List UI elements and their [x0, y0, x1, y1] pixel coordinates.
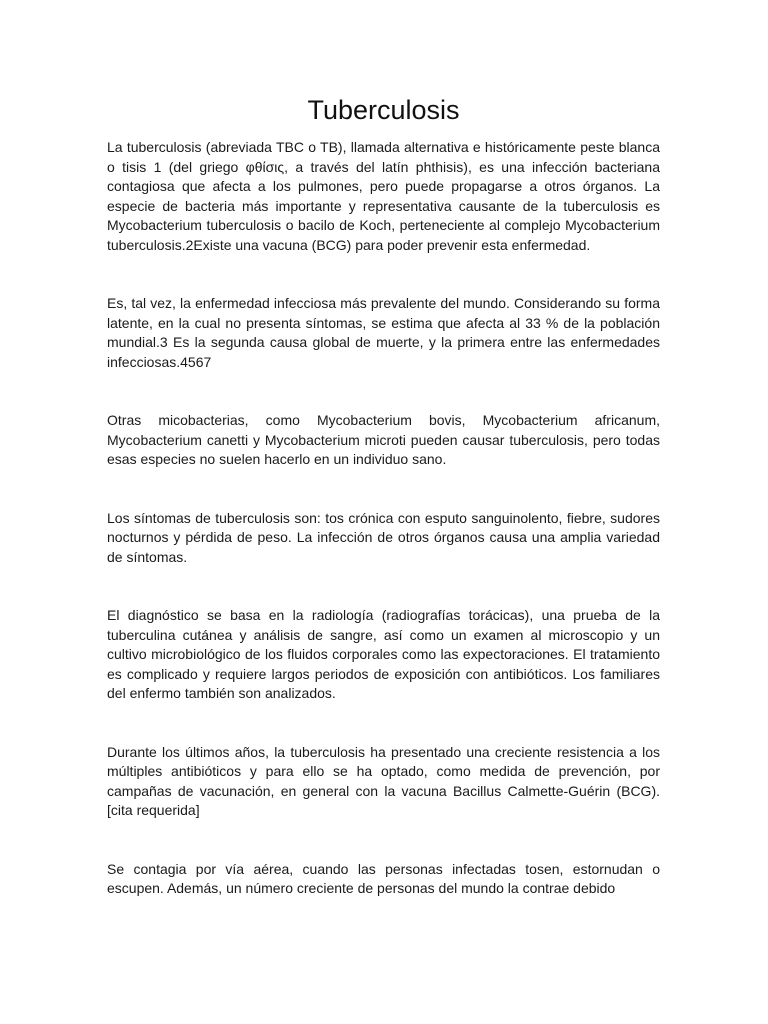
document-title: Tuberculosis: [307, 95, 460, 125]
paragraph-prevalence: Es, tal vez, la enfermedad infecciosa más prevalente del mundo. Considerando su forma latente, en la cual no presenta síntomas, se estima que afecta al 33 % de la población mundial.3 Es la segunda causa global de muerte, y la primera entre las enfermedades infecciosas.4567: [107, 295, 660, 370]
paragraph-contagion: Se contagia por vía aérea, cuando las personas infectadas tosen, estornudan o escupen. Además, un número creciente de personas del mundo la contrae debido: [107, 860, 660, 896]
paragraph-symptoms: Los síntomas de tuberculosis son: tos crónica con esputo sanguinolento, fiebre, sudores nocturnos y pérdida de peso. La infección de otros órganos causa una amplia variedad de síntomas.: [107, 509, 660, 565]
paragraph-other-mycobacteria: Otras micobacterias, como Mycobacterium bovis, Mycobacterium africanum, Mycobacterium canetti y Mycobacterium microti pueden causar tuberculosis, pero todas esas especies no suelen hacerlo en un individuo sano.: [107, 412, 660, 467]
paragraph-diagnosis: El diagnóstico se basa en la radiología (radiografías torácicas), una prueba de la tuberculina cutánea y análisis de sangre, así como un examen al microscopio y un cultivo microbiológico de los fluidos corporales como las expectoraciones. El tratamiento es complicado y requiere largos periodos de exposición con antibióticos. Los familiares del enfermo también son analizados.: [107, 607, 660, 701]
document-page: [107, 0, 660, 1024]
paragraph-resistance: Durante los últimos años, la tuberculosis ha presentado una creciente resistencia a los múltiples antibióticos y para ello se ha optado, como medida de prevención, por campañas de vacunación, en general con la vacuna Bacillus Calmette-Guérin (BCG).[cita requerida]: [107, 743, 660, 818]
paragraph-definition: La tuberculosis (abreviada TBC o TB), llamada alternativa e históricamente peste blanca o tisis 1 (del griego φθίσις, a través del latín phthisis), es una infección bacteriana contagiosa que afecta a los pulmones, pero puede propagarse a otros órganos. La especie de bacteria más importante y representativa causante de la tuberculosis es Mycobacterium tuberculosis o bacilo de Koch, perteneciente al complejo Mycobacterium tuberculosis.2Existe una vacuna (BCG) para poder prevenir esta enfermedad.: [107, 139, 660, 253]
